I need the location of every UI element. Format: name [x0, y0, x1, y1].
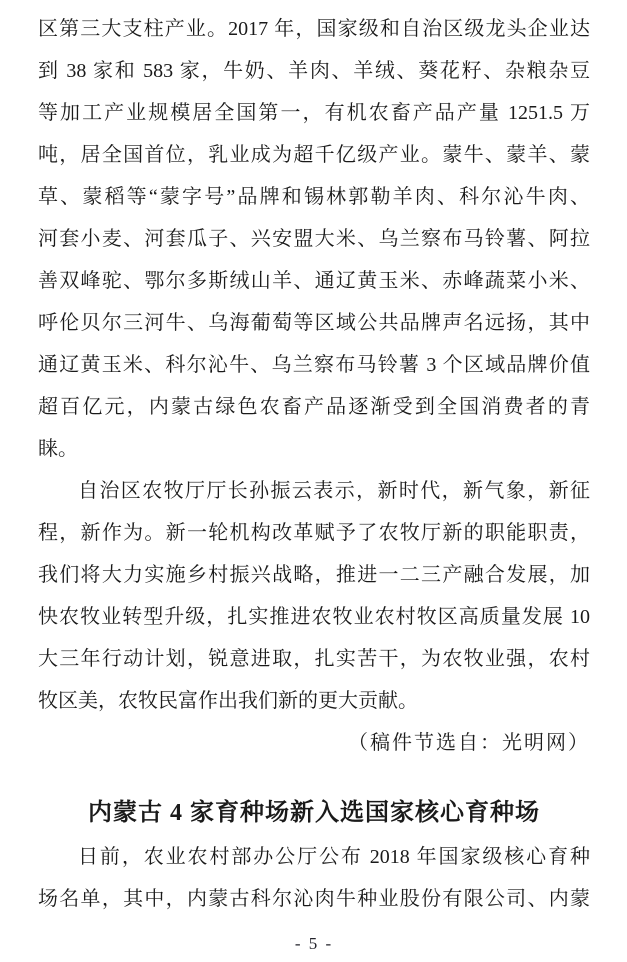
text-line: 善双峰驼、鄂尔多斯绒山羊、通辽黄玉米、赤峰蔬菜小米、: [38, 270, 590, 292]
paragraph-director-statement: [38, 470, 590, 722]
page-number: - 5 -: [294, 934, 334, 953]
text-line: 日前，农业农村部办公厅公布 2018 年国家级核心育种: [78, 846, 590, 868]
article-livestock-industry: [38, 8, 590, 764]
text-line: 河套小麦、河套瓜子、兴安盟大米、乌兰察布马铃薯、阿拉: [38, 228, 590, 250]
paragraph-breeding-farms-intro: [38, 836, 590, 920]
text-line: 自治区农牧厅厅长孙振云表示，新时代，新气象，新征: [78, 480, 590, 502]
text-line: 场名单，其中，内蒙古科尔沁肉牛种业股份有限公司、内蒙: [38, 888, 590, 910]
text-line: 睐。: [38, 438, 78, 460]
article-breeding-farms: [38, 790, 590, 920]
text-line: 大三年行动计划，锐意进取，扎实苦干，为农牧业强，农村: [38, 648, 590, 670]
text-line: 通辽黄玉米、科尔沁牛、乌兰察布马铃薯 3 个区域品牌价值: [38, 354, 590, 376]
text-line: 到 38 家和 583 家，牛奶、羊肉、羊绒、葵花籽、杂粮杂豆: [38, 60, 590, 82]
text-line: 等加工产业规模居全国第一，有机农畜产品产量 1251.5 万: [38, 102, 590, 124]
text-line: 草、蒙稻等“蒙字号”品牌和锡林郭勒羊肉、科尔沁牛肉、: [38, 186, 590, 208]
text-line: 呼伦贝尔三河牛、乌海葡萄等区域公共品牌声名远扬，其中: [38, 312, 590, 334]
text-line: 区第三大支柱产业。2017 年，国家级和自治区级龙头企业达: [38, 18, 590, 40]
paragraph-industry-brands: [38, 8, 590, 470]
source-attribution: （稿件节选自：光明网）: [348, 732, 590, 754]
text-line: 吨，居全国首位，乳业成为超千亿级产业。蒙牛、蒙羊、蒙: [38, 144, 590, 166]
article-heading: 内蒙古 4 家育种场新入选国家核心育种场: [88, 800, 540, 826]
text-line: 超百亿元，内蒙古绿色农畜产品逐渐受到全国消费者的青: [38, 396, 590, 418]
text-line: 程，新作为。新一轮机构改革赋予了农牧厅新的职能职责，: [38, 522, 590, 544]
text-line: 牧区美，农牧民富作出我们新的更大贡献。: [38, 690, 418, 712]
text-line: 快农牧业转型升级，扎实推进农牧业农村牧区高质量发展 10: [38, 606, 590, 628]
text-line: 我们将大力实施乡村振兴战略，推进一二三产融合发展，加: [38, 564, 590, 586]
